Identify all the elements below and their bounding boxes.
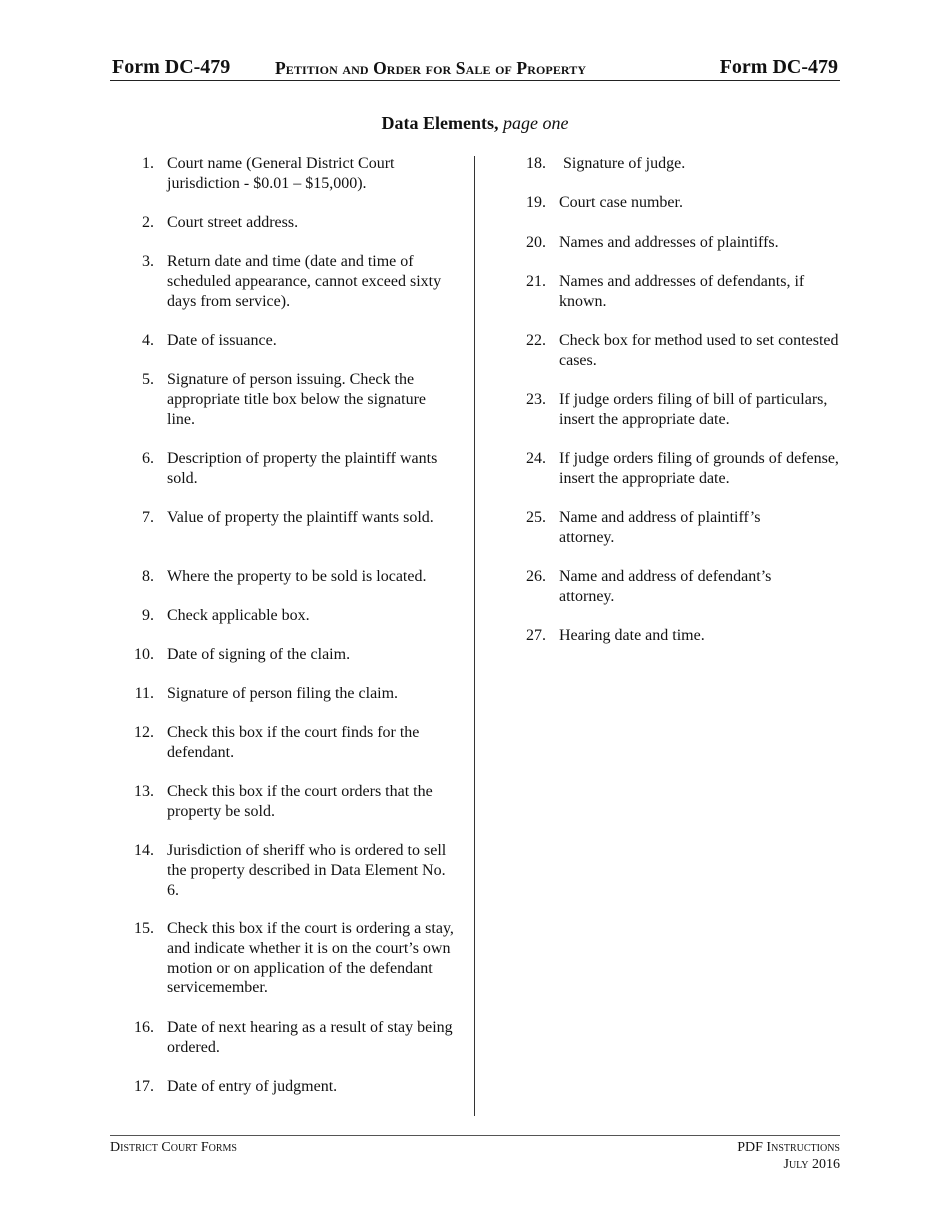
item-text: If judge orders filing of grounds of defense, insert the appropriate date. — [559, 450, 839, 487]
item-text: Names and addresses of defendants, if known. — [559, 273, 805, 310]
item-number: 11. — [134, 685, 154, 702]
footer-right-line2: July 2016 — [783, 1157, 840, 1172]
item-number: 23. — [526, 391, 546, 408]
item-text: Court case number. — [559, 194, 683, 211]
item-text: Return date and time (date and time of scheduled appearance, cannot exceed sixty days from service). — [167, 253, 442, 310]
item-text: Check applicable box. — [167, 607, 310, 624]
item-number: 20. — [526, 234, 546, 251]
item-number: 16. — [134, 1019, 154, 1036]
item-text: Signature of judge. — [559, 155, 686, 172]
item-number: 22. — [526, 332, 546, 349]
item-number: 14. — [134, 842, 154, 859]
footer-right — [737, 1139, 840, 1173]
item-number: 5. — [142, 371, 154, 388]
item-text: Name and address of plaintiff’s attorney. — [559, 509, 761, 546]
footer-left-text: District Court Forms — [110, 1140, 237, 1155]
item-text: Names and addresses of plaintiffs. — [559, 234, 779, 251]
form-title: Petition and Order for Sale of Property — [275, 58, 587, 78]
item-text: Check this box if the court finds for the defendant. — [167, 724, 420, 761]
page-footer — [110, 1135, 840, 1172]
item-number: 21. — [526, 273, 546, 290]
item-text: If judge orders filing of bill of particulars, insert the appropriate date. — [559, 391, 828, 428]
footer-right-line1: PDF Instructions — [737, 1140, 840, 1155]
item-number: 9. — [142, 607, 154, 624]
item-number: 2. — [142, 214, 154, 231]
item-text: Jurisdiction of sheriff who is ordered to sell the property described in Data Element No. 6. — [167, 842, 447, 899]
item-text: Where the property to be sold is located. — [167, 568, 427, 585]
item-text: Check this box if the court is ordering a stay, and indicate whether it is on the court’s own motion or on application of the defendant servicemember. — [167, 920, 454, 997]
item-text: Court street address. — [167, 214, 299, 231]
item-text: Signature of person issuing. Check the appropriate title box below the signature line. — [167, 371, 427, 428]
section-title-italic: page one — [503, 113, 569, 133]
item-number: 10. — [134, 646, 154, 663]
item-text: Date of next hearing as a result of stay being ordered. — [167, 1019, 453, 1056]
column-divider — [474, 156, 475, 1116]
item-text: Value of property the plaintiff wants sold. — [167, 509, 434, 526]
item-number: 19. — [526, 194, 546, 211]
item-text: Signature of person filing the claim. — [167, 685, 399, 702]
item-number: 27. — [526, 627, 546, 644]
item-number: 18. — [526, 155, 546, 172]
item-text: Hearing date and time. — [559, 627, 705, 644]
item-number: 12. — [134, 724, 154, 741]
item-number: 15. — [134, 920, 154, 937]
item-number: 24. — [526, 450, 546, 467]
section-title-bold: Data Elements, — [381, 113, 499, 133]
item-number: 4. — [142, 332, 154, 349]
page-header — [110, 56, 840, 81]
item-number: 13. — [134, 783, 154, 800]
form-number-left: Form DC-479 — [112, 56, 231, 78]
item-text: Description of property the plaintiff wants sold. — [167, 450, 438, 487]
form-number-right: Form DC-479 — [719, 56, 838, 78]
item-text: Date of issuance. — [167, 332, 277, 349]
item-number: 17. — [134, 1078, 154, 1095]
item-text: Court name (General District Court jurisdiction - $0.01 – $15,000). — [167, 155, 395, 192]
item-number: 7. — [142, 509, 154, 526]
item-number: 1. — [142, 155, 154, 172]
item-number: 25. — [526, 509, 546, 526]
section-title — [0, 112, 950, 134]
item-text: Date of signing of the claim. — [167, 646, 351, 663]
item-number: 26. — [526, 568, 546, 585]
item-number: 6. — [142, 450, 154, 467]
item-text: Name and address of defendant’s attorney. — [559, 568, 772, 605]
item-number: 8. — [142, 568, 154, 585]
item-text: Check box for method used to set contested cases. — [559, 332, 839, 369]
item-text: Check this box if the court orders that the property be sold. — [167, 783, 433, 820]
item-number: 3. — [142, 253, 154, 270]
item-text: Date of entry of judgment. — [167, 1078, 338, 1095]
